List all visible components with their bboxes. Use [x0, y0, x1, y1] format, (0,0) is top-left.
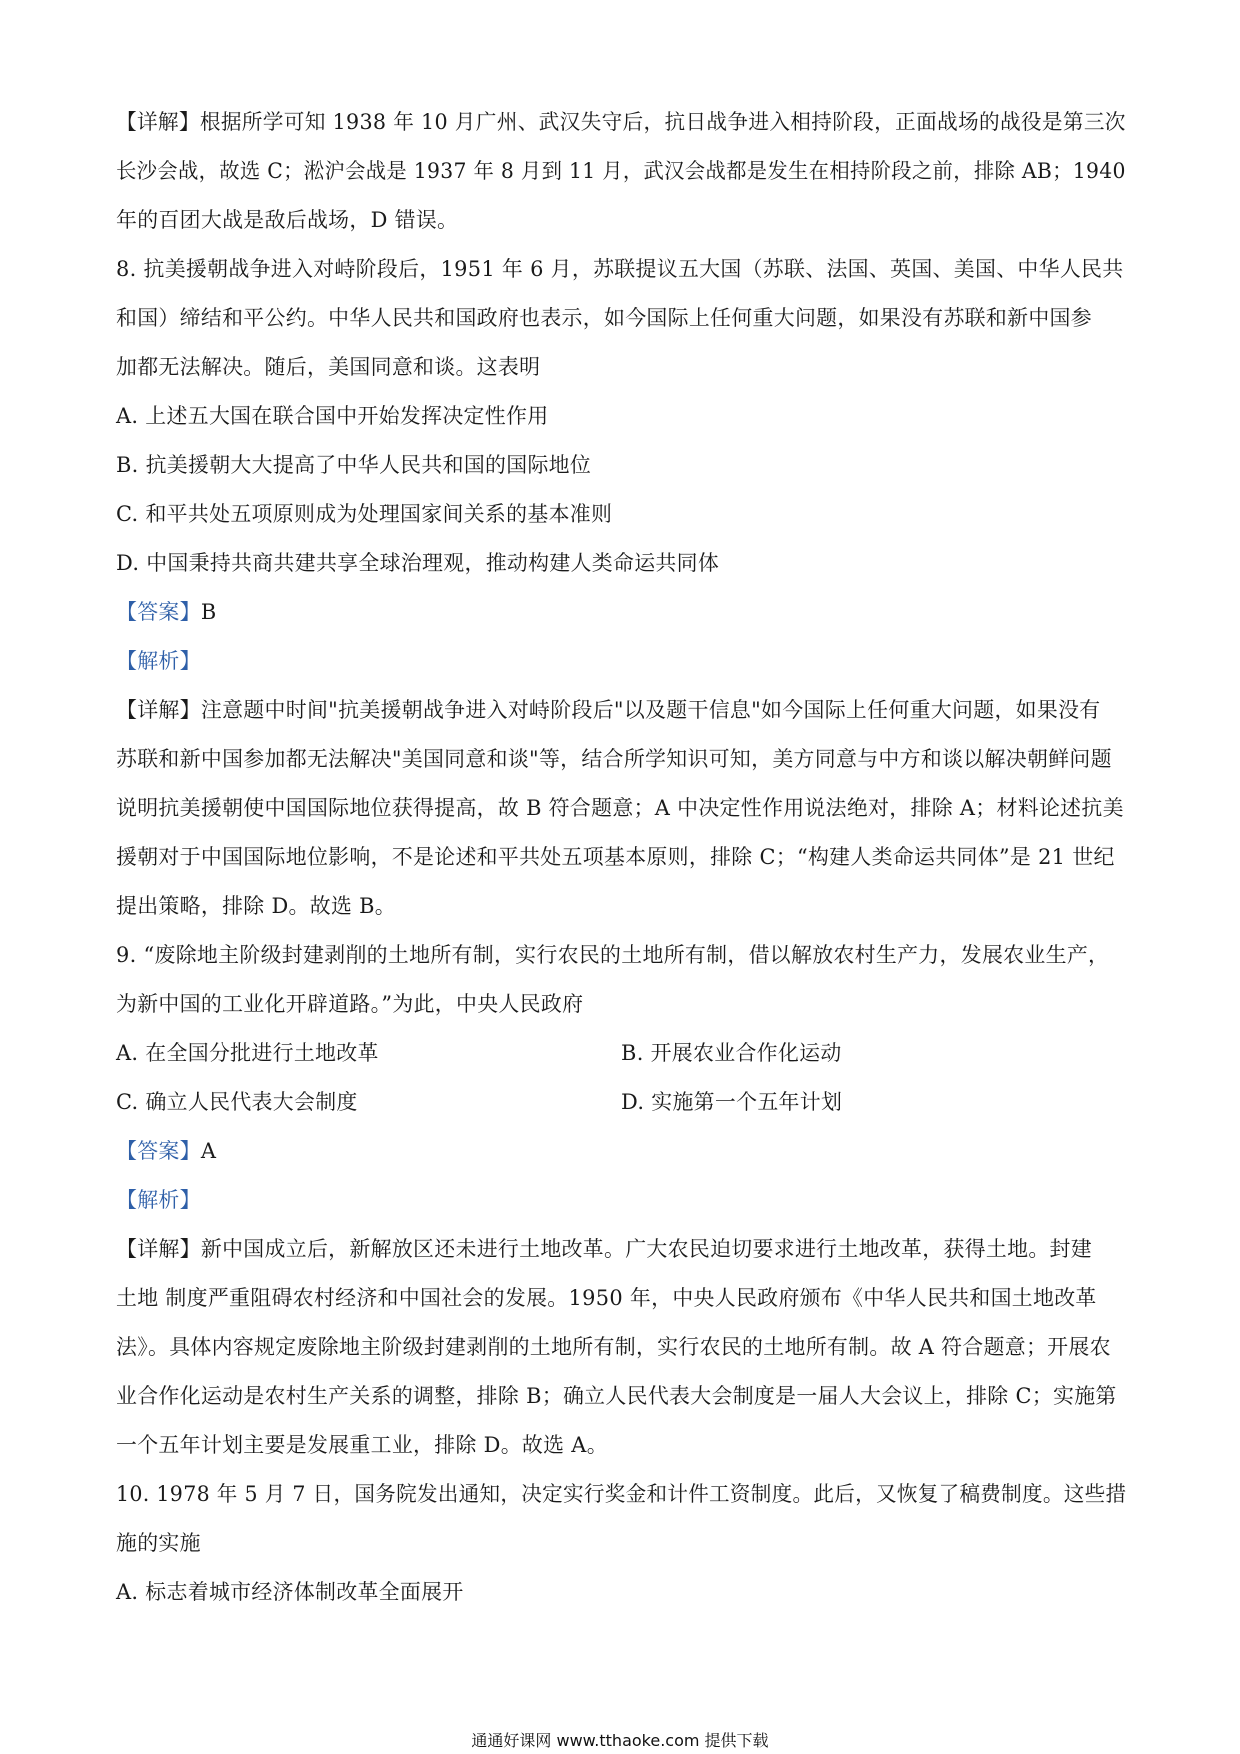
answer-value: A	[200, 1139, 217, 1163]
q8-detail-line-4: 援朝对于中国国际地位影响，不是论述和平共处五项基本原则，排除 C；“构建人类命运共同体”是 21 世纪	[116, 845, 1115, 869]
q8-detail-line-3: 说明抗美援朝使中国国际地位获得提高，故 B 符合题意；A 中决定性作用说法绝对，排除 A；材料论述抗美	[116, 796, 1124, 820]
q10-option-a: A. 标志着城市经济体制改革全面展开	[116, 1580, 464, 1604]
q7-detail-line-1: 【详解】根据所学可知 1938 年 10 月广州、武汉失守后，抗日战争进入相持阶段，正面战场的战役是第三次	[116, 110, 1126, 134]
q9-options-row-2	[116, 1078, 1126, 1127]
q8-stem-line-3: 加都无法解决。随后，美国同意和谈。这表明	[116, 355, 541, 379]
q8-answer	[116, 588, 1126, 637]
detail-tag: 【详解】	[116, 1237, 201, 1261]
answer-tag: 【答案】	[116, 1139, 201, 1163]
page-footer: 通通好课网 www.tthaoke.com 提供下载	[471, 1731, 769, 1750]
detail-tag: 【详解】	[116, 698, 201, 722]
q8-detail-line-1: 【详解】注意题中时间"抗美援朝战争进入对峙阶段后"以及题干信息"如今国际上任何重大问题，如果没有	[116, 698, 1101, 722]
q9-options-row-1	[116, 1029, 1126, 1078]
q9-option-b: B. 开展农业合作化运动	[621, 1041, 842, 1065]
q10-stem-line-2: 施的实施	[116, 1531, 201, 1555]
q9-option-d: D. 实施第一个五年计划	[621, 1090, 843, 1114]
q9-detail-line-3: 法》。具体内容规定废除地主阶级封建剥削的土地所有制，实行农民的土地所有制。故 A 符合题意；开展农	[116, 1335, 1111, 1359]
q9-stem-line-1: 9. “废除地主阶级封建剥削的土地所有制，实行农民的土地所有制，借以解放农村生产力，发展农业生产，	[116, 943, 1110, 967]
q8-detail-line-2: 苏联和新中国参加都无法解决"美国同意和谈"等，结合所学知识可知，美方同意与中方和谈以解决朝鲜问题	[116, 747, 1112, 771]
q8-analysis-tag: 【解析】	[116, 649, 201, 673]
q8-stem-line-2: 和国）缔结和平公约。中华人民共和国政府也表示，如今国际上任何重大问题，如果没有苏联和新中国参	[116, 306, 1092, 330]
q9-answer	[116, 1127, 1126, 1176]
q9-analysis-tag: 【解析】	[116, 1188, 201, 1212]
detail-tag: 【详解】	[116, 110, 200, 134]
q9-option-a: A. 在全国分批进行土地改革	[116, 1041, 379, 1065]
document-page	[116, 98, 1130, 1617]
q9-option-c: C. 确立人民代表大会制度	[116, 1090, 358, 1114]
q9-stem-line-2: 为新中国的工业化开辟道路。”为此，中央人民政府	[116, 992, 584, 1016]
q8-option-c: C. 和平共处五项原则成为处理国家间关系的基本准则	[116, 502, 613, 526]
q7-detail-line-2: 长沙会战，故选 C；淞沪会战是 1937 年 8 月到 11 月，武汉会战都是发生在相持阶段之前，排除 AB；1940	[116, 159, 1126, 183]
q9-detail-line-4: 业合作化运动是农村生产关系的调整，排除 B；确立人民代表大会制度是一届人大会议上，排除 C；实施第	[116, 1384, 1117, 1408]
q10-stem-line-1: 10. 1978 年 5 月 7 日，国务院发出通知，决定实行奖金和计件工资制度。此后，又恢复了稿费制度。这些措	[116, 1482, 1127, 1506]
q9-detail-line-1: 【详解】新中国成立后，新解放区还未进行土地改革。广大农民迫切要求进行土地改革，获得土地。封建	[116, 1237, 1092, 1261]
q8-stem-line-1: 8. 抗美援朝战争进入对峙阶段后，1951 年 6 月，苏联提议五大国（苏联、法国、英国、美国、中华人民共	[116, 257, 1124, 281]
q8-option-d: D. 中国秉持共商共建共享全球治理观，推动构建人类命运共同体	[116, 551, 720, 575]
q7-detail-line-3: 年的百团大战是敌后战场，D 错误。	[116, 208, 459, 232]
answer-tag: 【答案】	[116, 600, 201, 624]
answer-value: B	[200, 600, 217, 624]
q9-detail-line-5: 一个五年计划主要是发展重工业，排除 D。故选 A。	[116, 1433, 608, 1457]
q8-option-b: B. 抗美援朝大大提高了中华人民共和国的国际地位	[116, 453, 592, 477]
q8-option-a: A. 上述五大国在联合国中开始发挥决定性作用	[116, 404, 549, 428]
q9-detail-line-2: 土地 制度严重阻碍农村经济和中国社会的发展。1950 年，中央人民政府颁布《中华人民共和国土地改革	[116, 1286, 1097, 1310]
q8-detail-line-5: 提出策略，排除 D。故选 B。	[116, 894, 397, 918]
